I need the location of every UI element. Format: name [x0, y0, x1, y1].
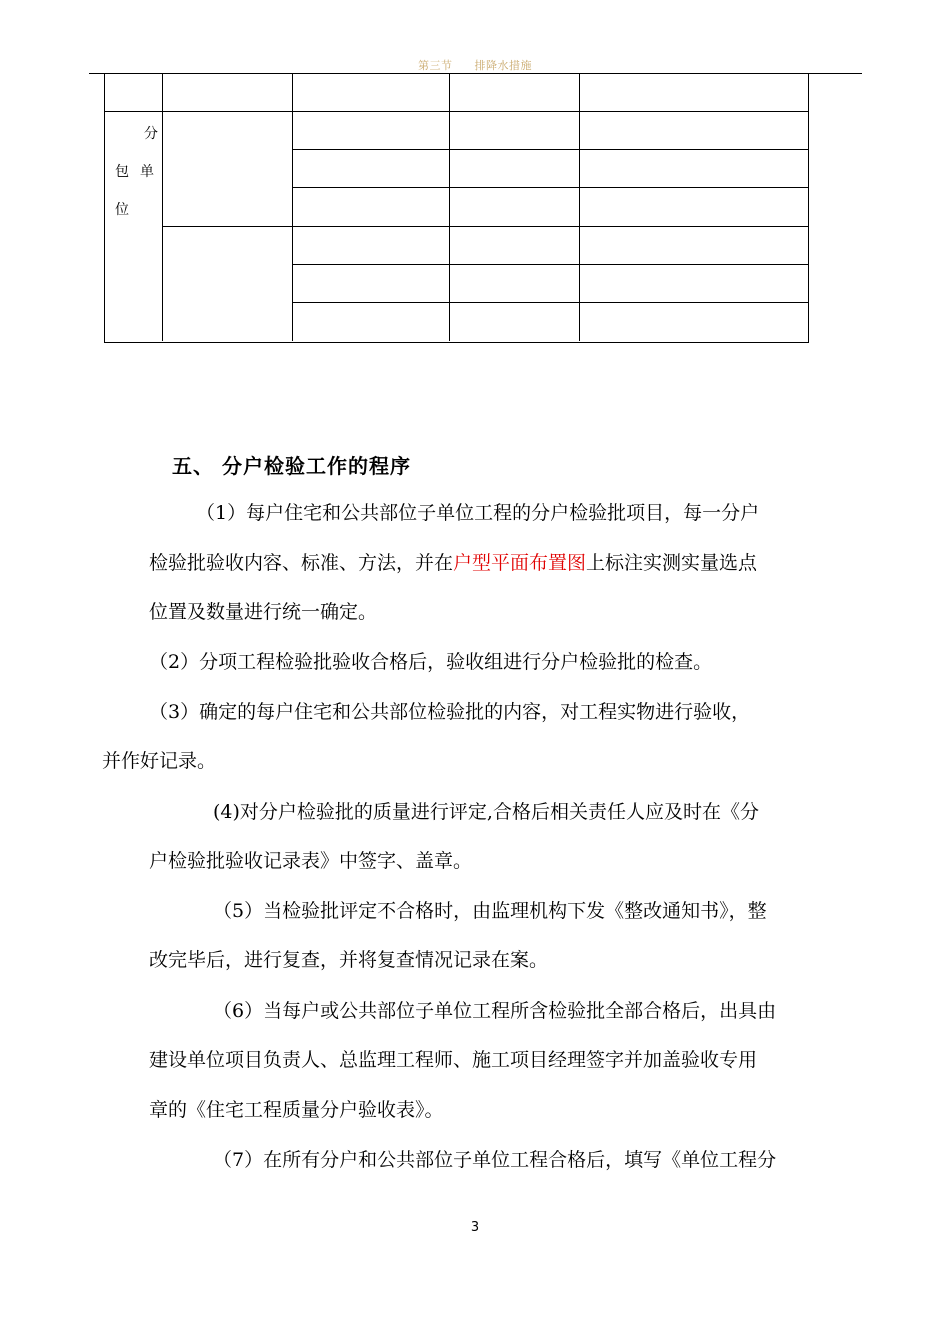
paragraph-line: 建设单位项目负责人、总监理工程师、施工项目经理签字并加盖验收专用 — [149, 1049, 758, 1071]
table-row-line — [162, 226, 808, 227]
table-row-label-char: 位 — [115, 202, 129, 218]
table-row-label-char: 单 — [140, 164, 154, 180]
paragraph-line — [149, 551, 757, 575]
paragraph-line: 户检验批验收记录表》中签字、盖章。 — [149, 850, 473, 872]
paragraph-line: （1）每户住宅和公共部位子单位工程的分户检验批项目，每一分户 — [196, 502, 760, 524]
page-header — [0, 57, 950, 73]
paragraph-line: （2）分项工程检验批验收合格后，验收组进行分户检验批的检查。 — [149, 651, 713, 673]
header-section: 第三节 — [418, 59, 453, 72]
table-col-line — [162, 73, 163, 341]
paragraph-text: 检验批验收内容、标准、方法，并在 — [149, 552, 454, 574]
table-row-line — [105, 111, 808, 112]
header-title: 排降水措施 — [474, 59, 532, 72]
section-heading: 五、 分户检验工作的程序 — [172, 454, 411, 478]
paragraph-line: 并作好记录。 — [102, 750, 217, 772]
paragraph-line: 改完毕后，进行复查，并将复查情况记录在案。 — [149, 949, 549, 971]
table-col-line — [292, 73, 293, 341]
table-row-line — [292, 187, 808, 188]
paragraph-line: (4)对分户检验批的质量进行评定,合格后相关责任人应及时在《分 — [213, 801, 759, 823]
paragraph-line: 位置及数量进行统一确定。 — [149, 601, 378, 623]
paragraph-line: （5）当检验批评定不合格时，由监理机构下发《整改通知书》，整 — [213, 900, 767, 922]
table-row-line — [292, 302, 808, 303]
page-number: 3 — [470, 1220, 480, 1235]
table-col-line — [449, 73, 450, 341]
highlighted-term: 户型平面布置图 — [453, 552, 587, 574]
paragraph-line: （3）确定的每户住宅和公共部位检验批的内容，对工程实物进行验收， — [149, 701, 751, 723]
table-col-line — [579, 73, 580, 341]
paragraph-line: （6）当每户或公共部位子单位工程所含检验批全部合格后，出具由 — [213, 1000, 777, 1022]
table-row-label-char: 包 — [115, 164, 129, 180]
paragraph-line: （7）在所有分户和公共部位子单位工程合格后，填写《单位工程分 — [213, 1149, 777, 1171]
table-row-line — [292, 264, 808, 265]
table-row-line — [292, 149, 808, 150]
table-row-label-char: 分 — [144, 126, 158, 142]
paragraph-line: 章的《住宅工程质量分户验收表》。 — [149, 1099, 444, 1121]
table — [104, 73, 809, 343]
paragraph-text: 上标注实测实量选点 — [586, 552, 758, 574]
